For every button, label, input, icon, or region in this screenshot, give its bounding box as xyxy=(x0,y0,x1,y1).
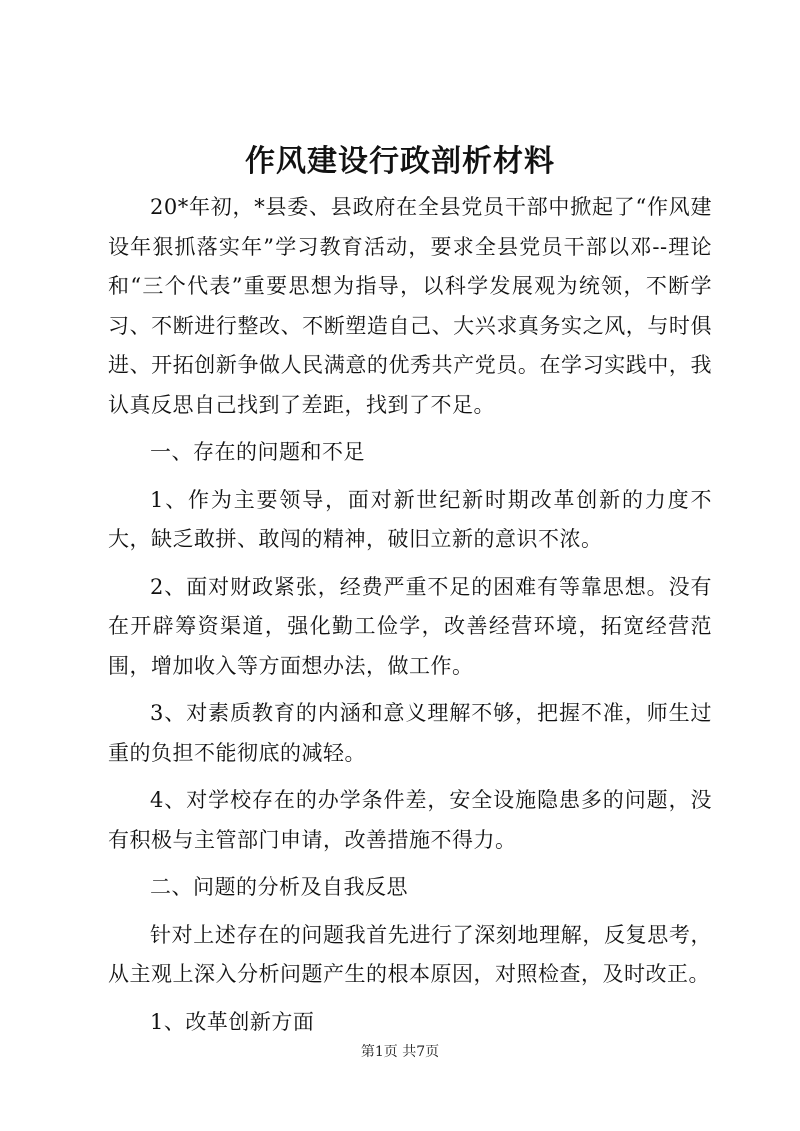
document-body xyxy=(108,188,712,1050)
section-heading-problems: 一、存在的问题和不足 xyxy=(150,440,365,464)
section-heading-analysis: 二、问题的分析及自我反思 xyxy=(150,875,408,899)
document-title: 作风建设行政剖析材料 xyxy=(245,144,555,179)
problem-item-3: 3、对素质教育的内涵和意义理解不够，把握不准，师生过重的负担不能彻底的减轻。 xyxy=(108,701,712,765)
analysis-intro-paragraph: 针对上述存在的问题我首先进行了深刻地理解，反复思考，从主观上深入分析问题产生的根本原因，对照检查，及时改正。 xyxy=(108,922,712,986)
intro-paragraph: 20*年初，*县委、县政府在全县党员干部中掀起了“作风建设年狠抓落实年”学习教育活动，要求全县党员干部以邓--理论和“三个代表”重要思想为指导，以科学发展观为统领，不断学习、不断进行整改、不断塑造自己、大兴求真务实之风，与时俱进、开拓创新争做人民满意的优秀共产党员。在学习实践中，我认真反思自己找到了差距，找到了不足。 xyxy=(108,195,712,417)
problem-item-2: 2、面对财政紧张，经费严重不足的困难有等靠思想。没有在开辟筹资渠道，强化勤工俭学，改善经营环境，拓宽经营范围，增加收入等方面想办法，做工作。 xyxy=(108,574,712,678)
subsection-heading-reform: 1、改革创新方面 xyxy=(150,1009,315,1034)
problem-item-4: 4、对学校存在的办学条件差，安全设施隐患多的问题，没有积极与主管部门申请，改善措施不得力。 xyxy=(108,788,712,852)
page-number-footer: 第1页 共7页 xyxy=(360,1044,440,1060)
problem-item-1: 1、作为主要领导，面对新世纪新时期改革创新的力度不大，缺乏敢拼、敢闯的精神，破旧立新的意识不浓。 xyxy=(108,487,712,551)
